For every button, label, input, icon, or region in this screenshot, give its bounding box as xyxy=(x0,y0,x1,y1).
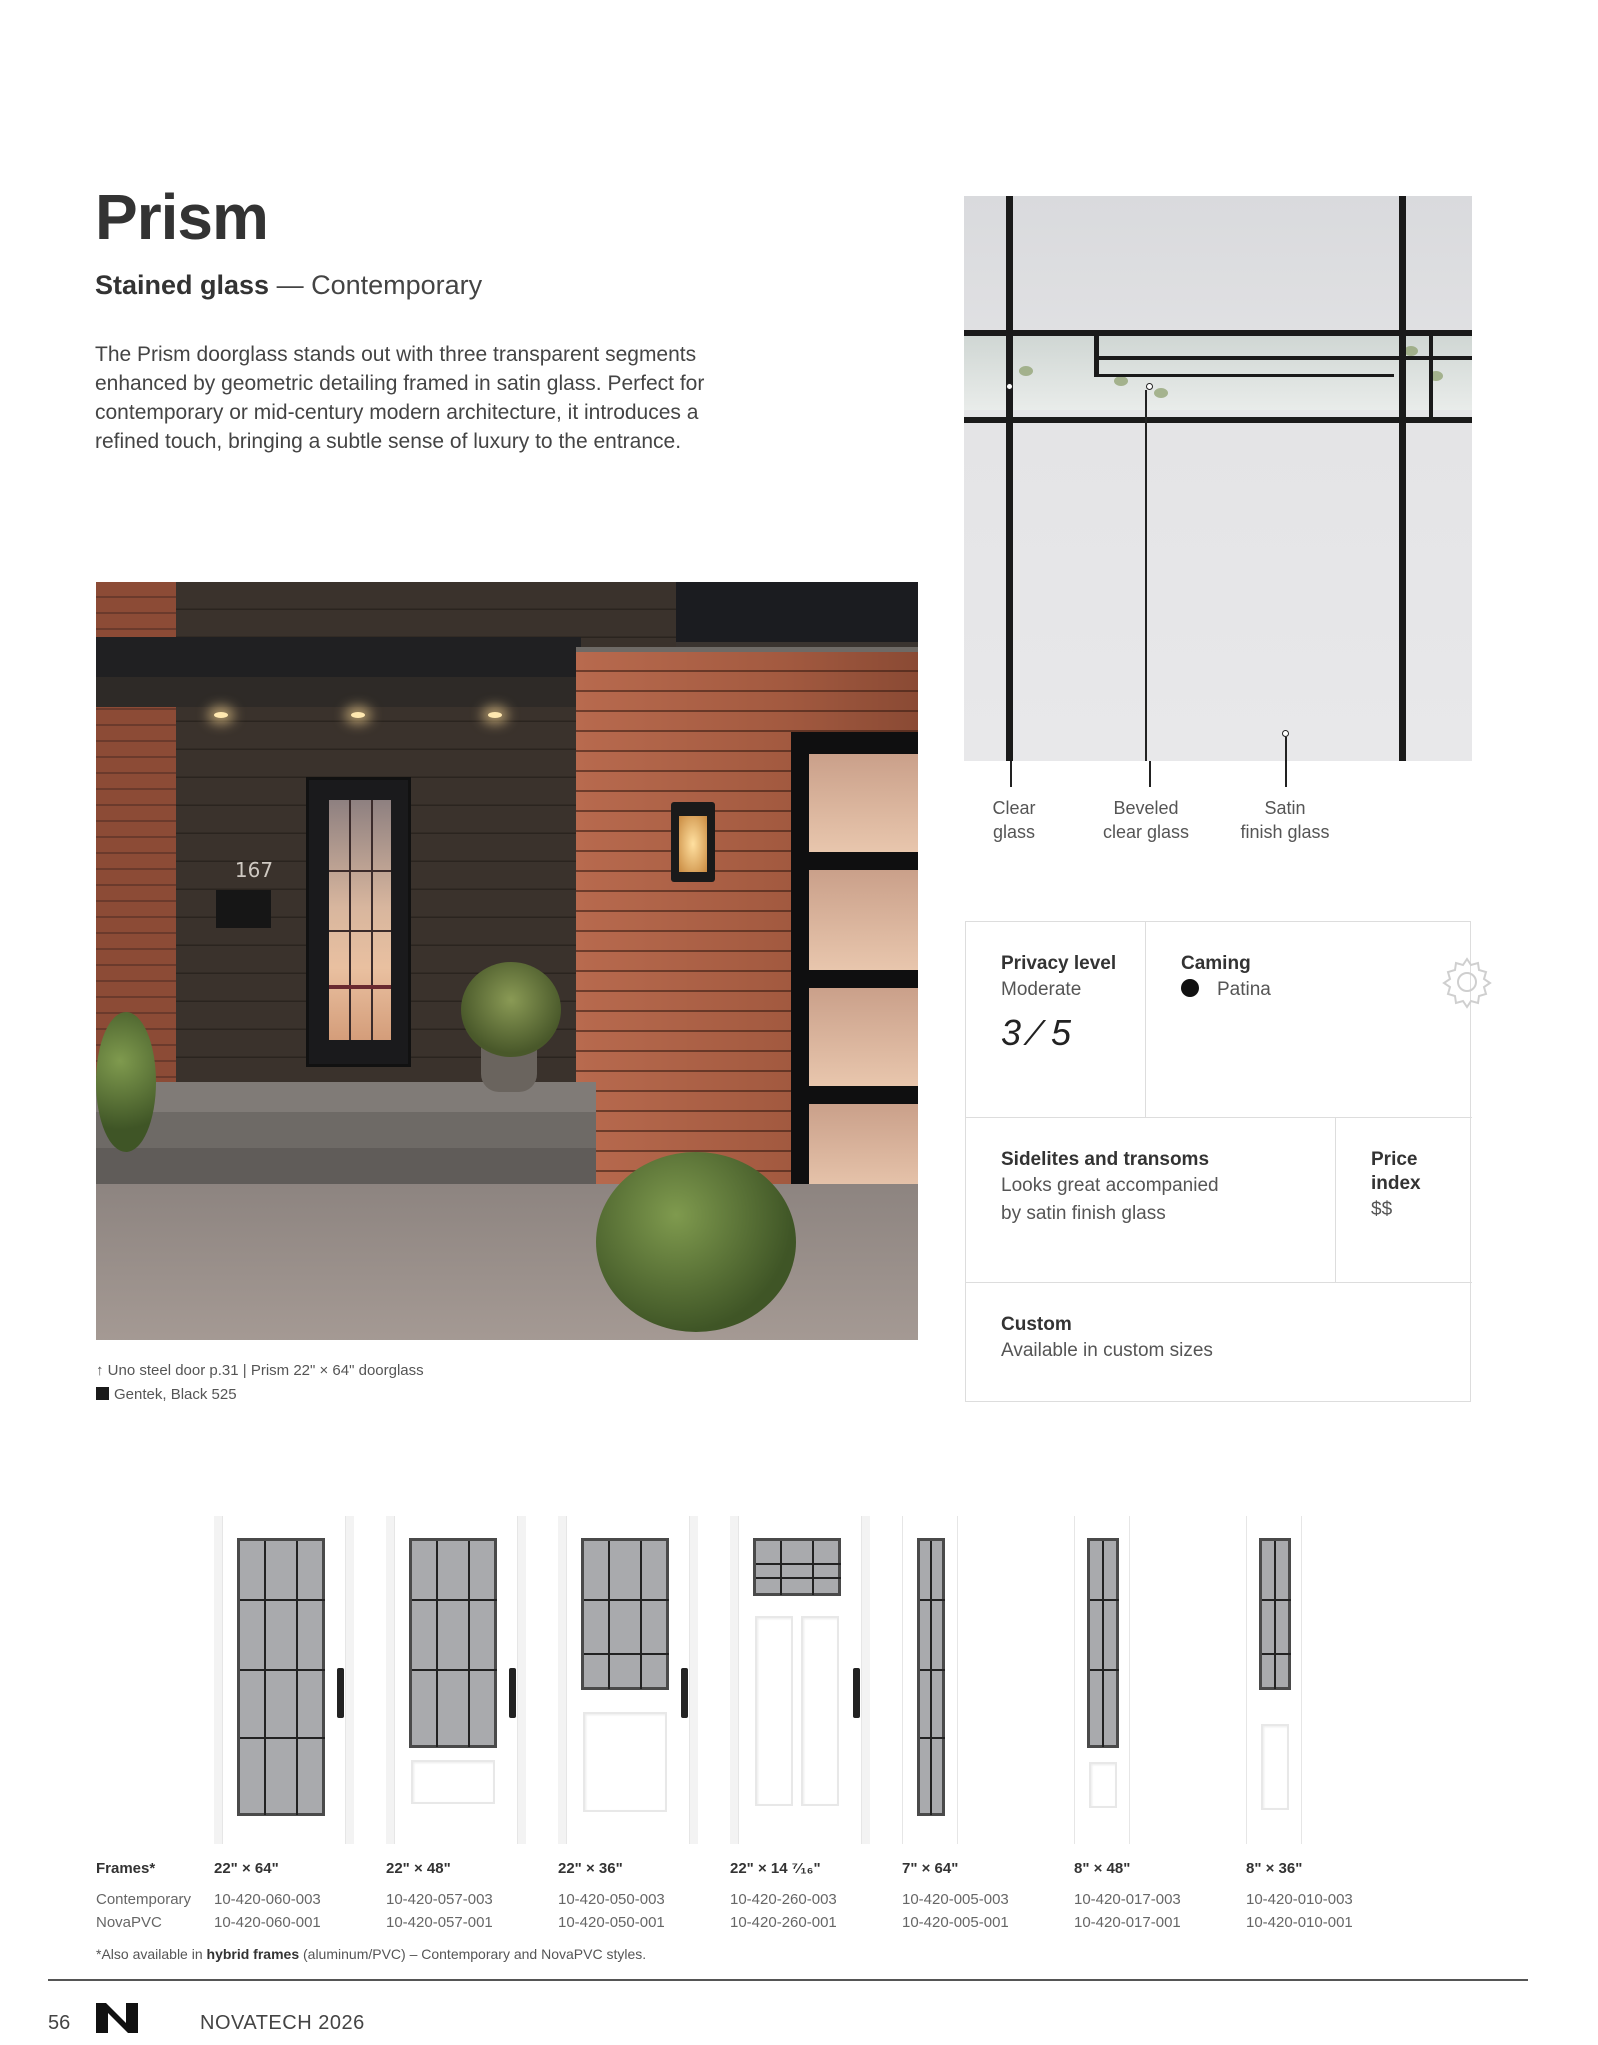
frames-label: Frames* xyxy=(96,1860,156,1877)
photo-caption: ↑ Uno steel door p.31 | Prism 22" × 64" doorglass xyxy=(96,1362,424,1379)
product-code: 10-420-017-003 xyxy=(1074,1891,1181,1908)
footnote: *Also available in hybrid frames (aluminum/PVC) – Contemporary and NovaPVC styles. xyxy=(96,1946,647,1962)
size-label: 22" × 14 ⁷⁄₁₆" xyxy=(730,1860,821,1877)
contemporary-code-row: Contemporary 10-420-060-003 10-420-057-003 10-420-050-003 10-420-260-003 10-420-005-003 10-420-017-003 10-420-010-003 xyxy=(96,1891,1353,1908)
product-code: 10-420-050-001 xyxy=(558,1914,665,1931)
house-number: 167 xyxy=(234,858,274,882)
glass-closeup-image xyxy=(964,196,1472,761)
custom-cell: Custom Available in custom sizes xyxy=(1001,1314,1213,1361)
house-entrance-photo xyxy=(96,582,918,1340)
product-code: 10-420-260-001 xyxy=(730,1914,837,1931)
product-code: 10-420-260-003 xyxy=(730,1891,837,1908)
subtitle-category: Stained glass xyxy=(95,270,270,300)
callout-beveled-glass: Beveled clear glass xyxy=(1102,798,1190,842)
callout-clear-glass: Clear glass xyxy=(992,798,1036,842)
sidelite-variant-8x48 xyxy=(1074,1516,1130,1844)
size-label: 22" × 48" xyxy=(386,1860,451,1877)
product-code: 10-420-057-003 xyxy=(386,1891,493,1908)
size-row xyxy=(0,1860,1598,1880)
caming-cell: Caming Patina xyxy=(1146,922,1472,1118)
novatech-logo xyxy=(96,2003,138,2033)
product-code: 10-420-060-001 xyxy=(214,1914,321,1931)
page-number: 56 xyxy=(48,2012,71,2034)
size-label: 7" × 64" xyxy=(902,1860,959,1877)
novapvc-code-row: NovaPVC 10-420-060-001 10-420-057-001 10-420-050-001 10-420-260-001 10-420-005-001 10-420-017-001 10-420-010-001 xyxy=(96,1914,1353,1931)
page-subtitle xyxy=(95,270,482,301)
privacy-cell: Privacy level Moderate 3 ⁄ 5 xyxy=(966,922,1146,1118)
sidelite-variant-7x64 xyxy=(902,1516,958,1844)
door-variant-22x36 xyxy=(558,1516,698,1844)
page-title: Prism xyxy=(95,181,268,253)
patina-color-dot xyxy=(1181,979,1199,997)
size-label: 22" × 36" xyxy=(558,1860,623,1877)
size-label: 8" × 48" xyxy=(1074,1860,1131,1877)
privacy-rating: 3 ⁄ 5 xyxy=(1001,1012,1073,1053)
price-cell: Price index $$ xyxy=(1336,1118,1472,1283)
gear-icon xyxy=(1440,955,1494,1009)
product-code: 10-420-010-003 xyxy=(1246,1891,1353,1908)
door-variant-22x64 xyxy=(214,1516,354,1844)
color-swatch xyxy=(96,1387,109,1400)
sidelites-cell: Sidelites and transoms Looks great accompanied by satin finish glass xyxy=(966,1118,1336,1283)
size-label: 22" × 64" xyxy=(214,1860,279,1877)
callout-satin-glass: Satin finish glass xyxy=(1240,798,1330,842)
subtitle-style: — Contemporary xyxy=(269,270,483,300)
door-variant-22x14 xyxy=(730,1516,870,1844)
color-caption: Gentek, Black 525 xyxy=(96,1386,237,1403)
door-variant-22x48 xyxy=(386,1516,526,1844)
footer-divider xyxy=(48,1979,1528,1981)
product-code: 10-420-005-001 xyxy=(902,1914,1009,1931)
product-code: 10-420-057-001 xyxy=(386,1914,493,1931)
size-label: 8" × 36" xyxy=(1246,1860,1303,1877)
product-code: 10-420-050-003 xyxy=(558,1891,665,1908)
product-code: 10-420-005-003 xyxy=(902,1891,1009,1908)
spec-table xyxy=(965,921,1471,1402)
product-description: The Prism doorglass stands out with three transparent segments enhanced by geometric detailing framed in satin glass. Perfect for contemporary or mid-century modern architecture, it introduces a refined touch, bringing a subtle sense of luxury to the entrance. xyxy=(95,343,705,453)
product-code: 10-420-060-003 xyxy=(214,1891,321,1908)
brand-name: NOVATECH 2026 xyxy=(200,2012,365,2034)
front-door xyxy=(306,777,411,1067)
sidelite-variant-8x36 xyxy=(1246,1516,1302,1844)
product-code: 10-420-017-001 xyxy=(1074,1914,1181,1931)
product-code: 10-420-010-001 xyxy=(1246,1914,1353,1931)
